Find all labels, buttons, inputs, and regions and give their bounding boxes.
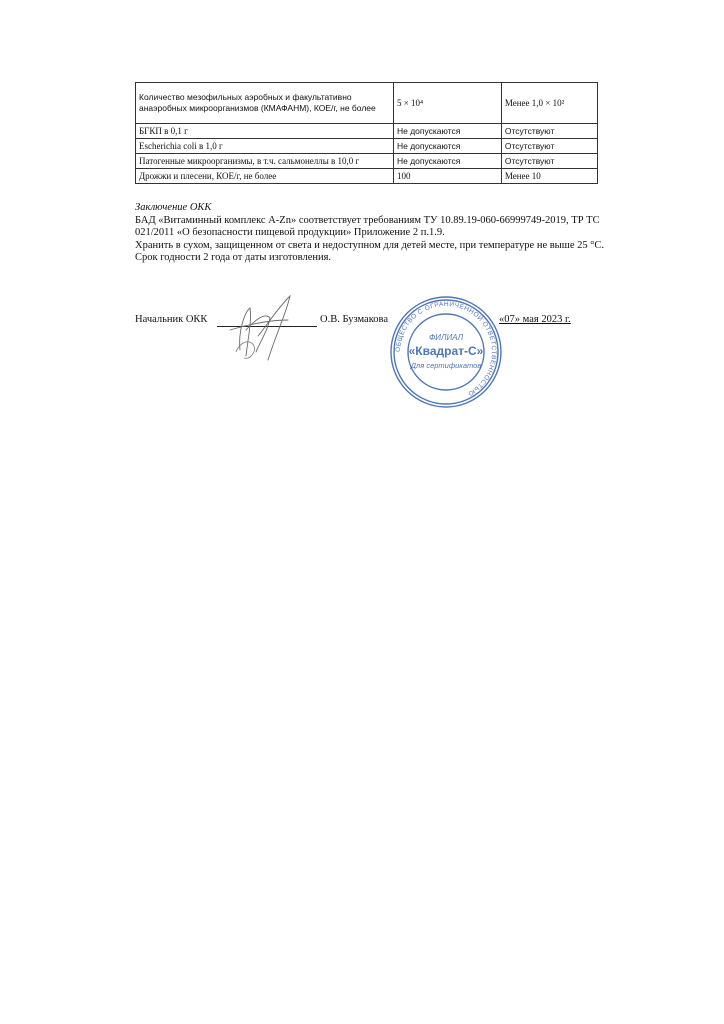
stamp-line1: ФИЛИАЛ	[428, 333, 464, 342]
result-cell: Менее 10	[501, 169, 597, 184]
result-cell: Отсутствуют	[501, 154, 597, 169]
signoff-line	[135, 314, 595, 330]
official-stamp	[386, 292, 506, 412]
table-row	[136, 139, 598, 154]
result-cell: Менее 1,0 × 10²	[501, 83, 597, 124]
indicator-cell: БГКП в 0,1 г	[136, 124, 394, 139]
handwritten-signature	[210, 290, 310, 370]
stamp-line2: «Квадрат-С»	[408, 344, 484, 358]
indicator-cell: Количество мезофильных аэробных и факультативно анаэробных микроорганизмов (КМАФАНМ), КОЕ/г, не более	[136, 83, 394, 124]
table-row	[136, 154, 598, 169]
storage-text: Хранить в сухом, защищенном от света и недоступном для детей месте, при температуре не выше 25 °С.	[135, 239, 605, 251]
shelf-life-text: Срок годности 2 года от даты изготовления.	[135, 252, 332, 263]
norm-cell: Не допускаются	[393, 139, 501, 154]
indicator-cell: Escherichia coli в 1,0 г	[136, 139, 394, 154]
result-cell: Отсутствуют	[501, 124, 597, 139]
sign-date: «07» мая 2023 г.	[499, 314, 571, 325]
conclusion-text: БАД «Витаминный комплекс A-Zn» соответствует требованиям ТУ 10.89.19-060-66999749-2019, ТР ТС 021/2011 «О безопасности пищевой продукции» Приложение 2 п.1.9.	[135, 214, 600, 238]
result-cell: Отсутствуют	[501, 139, 597, 154]
table-row	[136, 124, 598, 139]
table-row	[136, 169, 598, 184]
conclusion-heading: Заключение ОКК	[135, 202, 212, 213]
stamp-line3: Для сертификатов	[410, 361, 482, 370]
conclusion-section	[135, 202, 605, 265]
indicator-cell: Патогенные микроорганизмы, в т.ч. сальмонеллы в 10,0 г	[136, 154, 394, 169]
table-row	[136, 83, 598, 124]
indicator-cell: Дрожжи и плесени, КОЕ/г, не более	[136, 169, 394, 184]
norm-cell: 5 × 10⁴	[393, 83, 501, 124]
signer-name: О.В. Бузмакова	[320, 314, 389, 325]
norm-cell: Не допускаются	[393, 154, 501, 169]
norm-cell: 100	[393, 169, 501, 184]
stamp-ring-text: ОБЩЕСТВО С ОГРАНИЧЕННОЙ ОТВЕТСТВЕННОСТЬЮ	[394, 300, 498, 398]
signer-role: Начальник ОКК	[135, 314, 208, 325]
norm-cell: Не допускаются	[393, 124, 501, 139]
results-table	[135, 82, 598, 184]
